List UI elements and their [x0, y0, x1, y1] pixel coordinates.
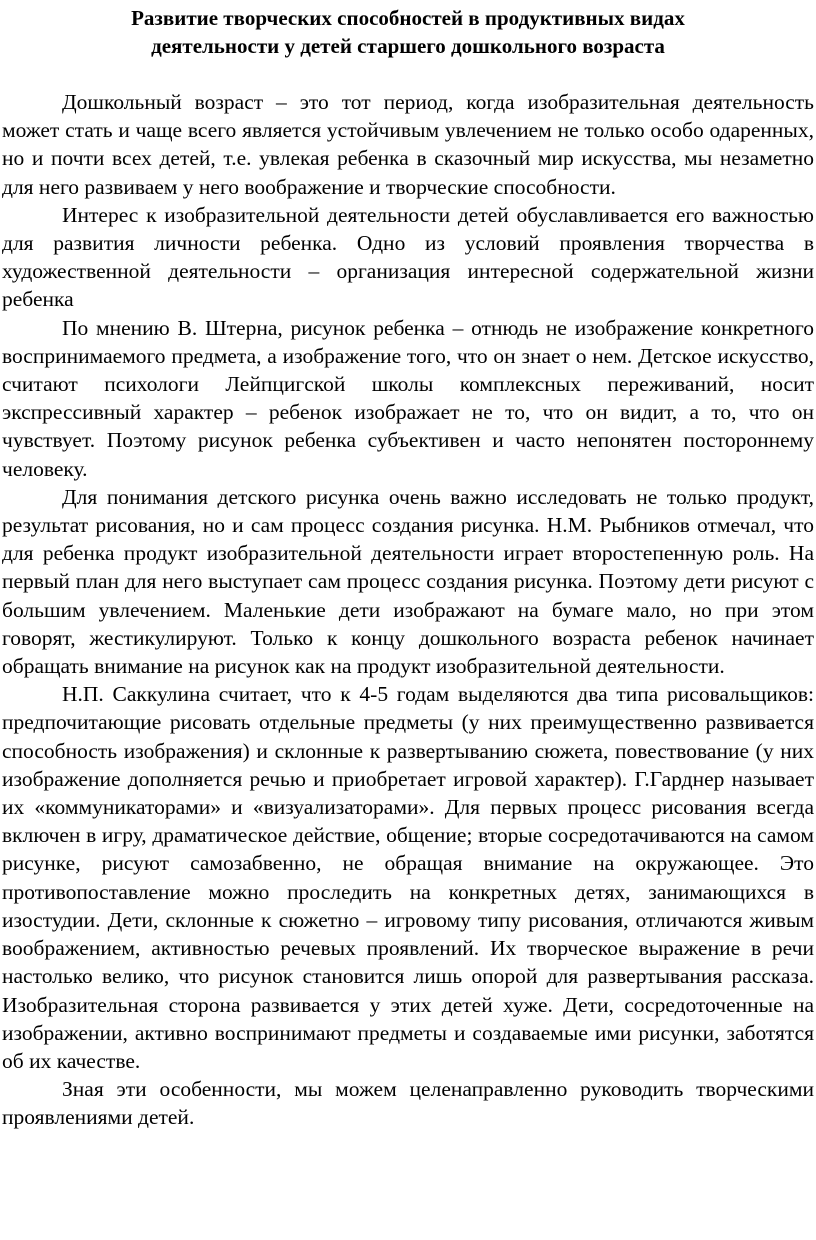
document-body — [0, 60, 816, 1132]
title-line-1: Развитие творческих способностей в продуктивных видах — [131, 6, 685, 30]
paragraph-3: По мнению В. Штерна, рисунок ребенка – отнюдь не изображение конкретного воспринимаемого предмета, а изображение того, что он знает о нем. Детское искусство, считают психологи Лейпцигской школы комплексных переживаний, носит экспрессивный характер – ребенок изображает не то, что он видит, а то, что он чувствует. Поэтому рисунок ребенка субъективен и часто непонятен постороннему человеку. — [2, 315, 814, 481]
paragraph-5: Н.П. Саккулина считает, что к 4-5 годам выделяются два типа рисовальщиков: предпочитающие рисовать отдельные предметы (у них преимущественно развивается способность изображения) и склонные к развертыванию сюжета, повествование (у них изображение дополняется речью и приобретает игровой характер). Г.Гарднер называет их «коммуникаторами» и «визуализаторами». Для первых процесс рисования всегда включен в игру, драматическое действие, общение; вторые сосредотачиваются на самом рисунке, рисуют самозабвенно, не обращая внимание на окружающее. Это противопоставление можно проследить на конкретных детях, занимающихся в изостудии. Дети, склонные к сюжетно – игровому типу рисования, отличаются живым воображением, активностью речевых проявлений. Их творческое выражение в речи настолько велико, что рисунок становится лишь опорой для развертывания рассказа. Изобразительная сторона развивается у этих детей хуже. Дети, сосредоточенные на изображении, активно воспринимают предметы и создаваемые ими рисунки, заботятся об их качестве. — [2, 682, 814, 1073]
title-line-2: деятельности у детей старшего дошкольного возраста — [151, 34, 665, 58]
paragraph-6: Зная эти особенности, мы можем целенаправленно руководить творческими проявлениями детей. — [2, 1077, 814, 1130]
document-title — [0, 0, 816, 60]
paragraph-4: Для понимания детского рисунка очень важно исследовать не только продукт, результат рисования, но и сам процесс создания рисунка. Н.М. Рыбников отмечал, что для ребенка продукт изобразительной деятельности играет второстепенную роль. На первый план для него выступает сам процесс создания рисунка. Поэтому дети рисуют с большим увлечением. Маленькие дети изображают на бумаге мало, но при этом говорят, жестикулируют. Только к концу дошкольного возраста ребенок начинает обращать внимание на рисунок как на продукт изобразительной деятельности. — [2, 484, 814, 679]
paragraph-1: Дошкольный возраст – это тот период, когда изобразительная деятельность может стать и чаще всего является устойчивым увлечением не только особо одаренных, но и почти всех детей, т.е. увлекая ребенка в сказочный мир искусства, мы незаметно для него развиваем у него воображение и творческие способности. — [2, 90, 814, 199]
paragraph-2: Интерес к изобразительной деятельности детей обуславливается его важностью для развития личности ребенка. Одно из условий проявления творчества в художественной деятельности – организация интересной содержательной жизни ребенка — [2, 202, 814, 312]
